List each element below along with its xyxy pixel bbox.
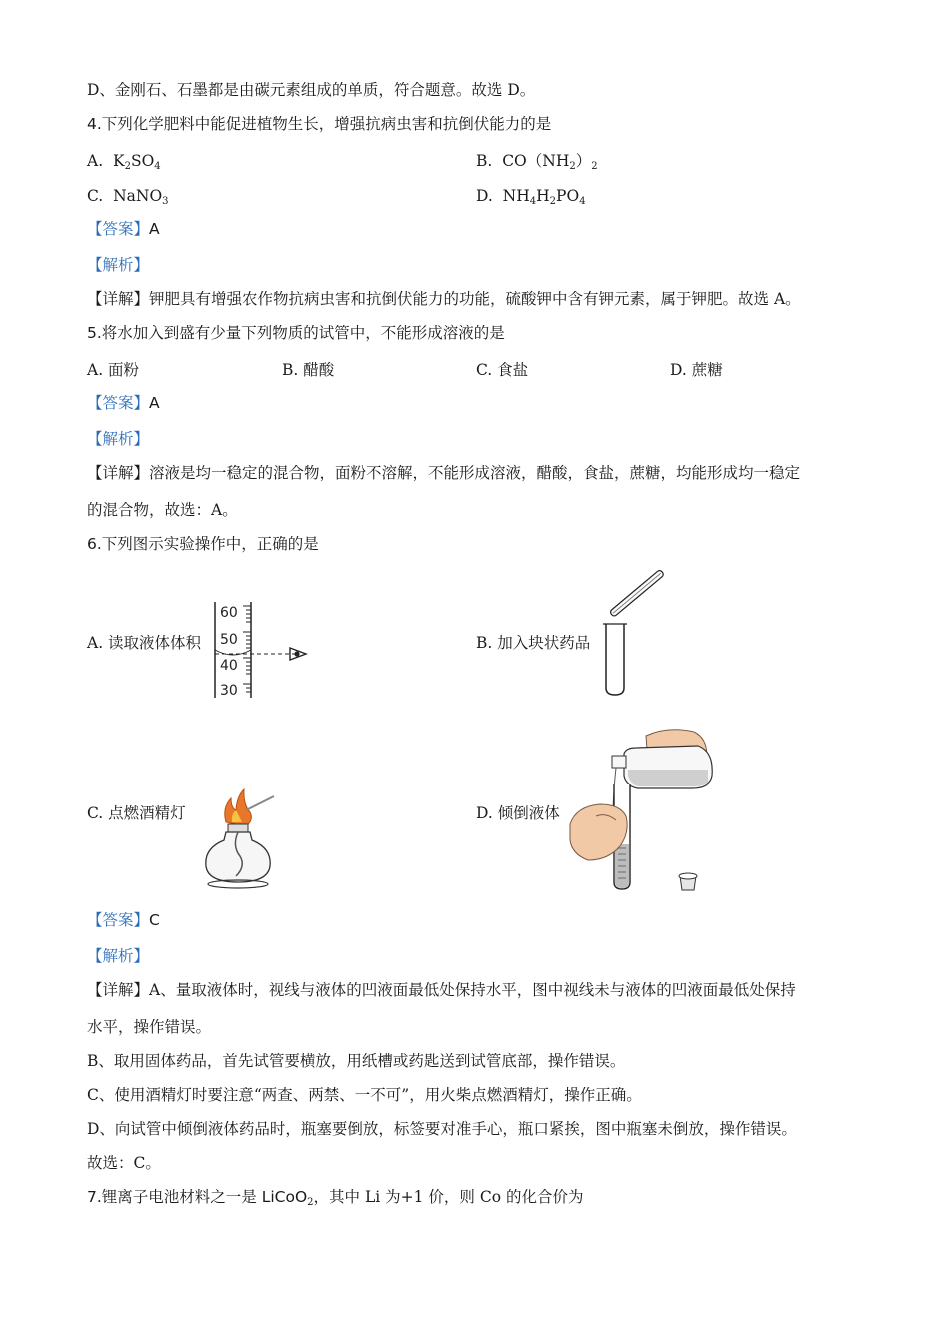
tick-label-60: 60 [220,605,238,621]
q5-analysis-tag: 【解析】 [87,430,150,448]
q4-answer: 【答案】A [87,220,160,238]
q5-option-b: B. 醋酸 [282,361,335,379]
q6-detail-a1: 【详解】A、量取液体时，视线与液体的凹液面最低处保持水平，图中视线未与液体的凹液面最低处保持 [87,981,796,999]
cylinder-reading-figure [206,598,316,702]
q5-option-a: A. 面粉 [87,361,140,379]
q6-option-b: B. 加入块状药品 [476,634,591,652]
prev-answer-line: D、金刚石、石墨都是由碳元素组成的单质，符合题意。故选 D。 [87,81,536,99]
q6-analysis-tag: 【解析】 [87,947,150,965]
q4-stem: 4.下列化学肥料中能促进植物生长，增强抗病虫害和抗倒伏能力的是 [87,115,552,133]
q5-option-d: D. 蔗糖 [670,361,723,379]
q4-detail: 【详解】钾肥具有增强农作物抗病虫害和抗倒伏能力的功能，硫酸钾中含有钾元素，属于钾肥。故选 A。 [87,290,801,308]
q6-detail-b: B、取用固体药品，首先试管要横放，用纸槽或药匙送到试管底部，操作错误。 [87,1052,626,1070]
q7-stem: 7.锂离子电池材料之一是 LiCoO$_2$，其中 Li 为+1 价，则 Co 的化合价为 [87,1188,584,1208]
tick-label-30: 30 [220,683,238,699]
q6-answer: 【答案】C [87,911,160,929]
q6-detail-d: D、向试管中倾倒液体药品时，瓶塞要倒放，标签要对准手心，瓶口紧挨，图中瓶塞未倒放，操作错误。 [87,1120,797,1138]
pouring-liquid-figure [566,724,716,894]
tick-label-50: 50 [220,632,238,648]
test-tube-icon [606,624,624,695]
match-icon [246,796,274,810]
q6-detail-a2: 水平，操作错误。 [87,1018,212,1036]
q5-stem: 5.将水加入到盛有少量下列物质的试管中，不能形成溶液的是 [87,324,505,342]
q6-option-a: A. 读取液体体积 [87,634,202,652]
q5-answer: 【答案】A [87,394,160,412]
q5-detail-line1: 【详解】溶液是均一稳定的混合物，面粉不溶解，不能形成溶液，醋酸，食盐，蔗糖，均能形成均一稳定 [87,464,801,482]
tick-label-40: 40 [220,658,238,674]
q6-stem: 6.下列图示实验操作中，正确的是 [87,535,319,553]
q4-option-b: B. $CO(NH_2)_2$ [476,152,598,172]
q4-option-a: A. $K_2SO_4$ [87,152,161,172]
q6-detail-c: C、使用酒精灯时要注意“两查、两禁、一不可”，用火柴点燃酒精灯，操作正确。 [87,1086,642,1104]
q6-option-d: D. 倾倒液体 [476,804,560,822]
q5-option-c: C. 食盐 [476,361,529,379]
alcohol-lamp-figure [196,786,282,892]
q4-option-d: D. $NH_4H_2PO_4$ [476,187,586,207]
q4-option-c: C. NaNO$_3$ [87,187,169,207]
q6-option-c: C. 点燃酒精灯 [87,804,186,822]
q5-detail-line2: 的混合物，故选：A。 [87,501,238,519]
test-tube-tweezers-figure [598,568,673,698]
q4-analysis-tag: 【解析】 [87,256,150,274]
q6-conclusion: 故选：C。 [87,1154,161,1172]
